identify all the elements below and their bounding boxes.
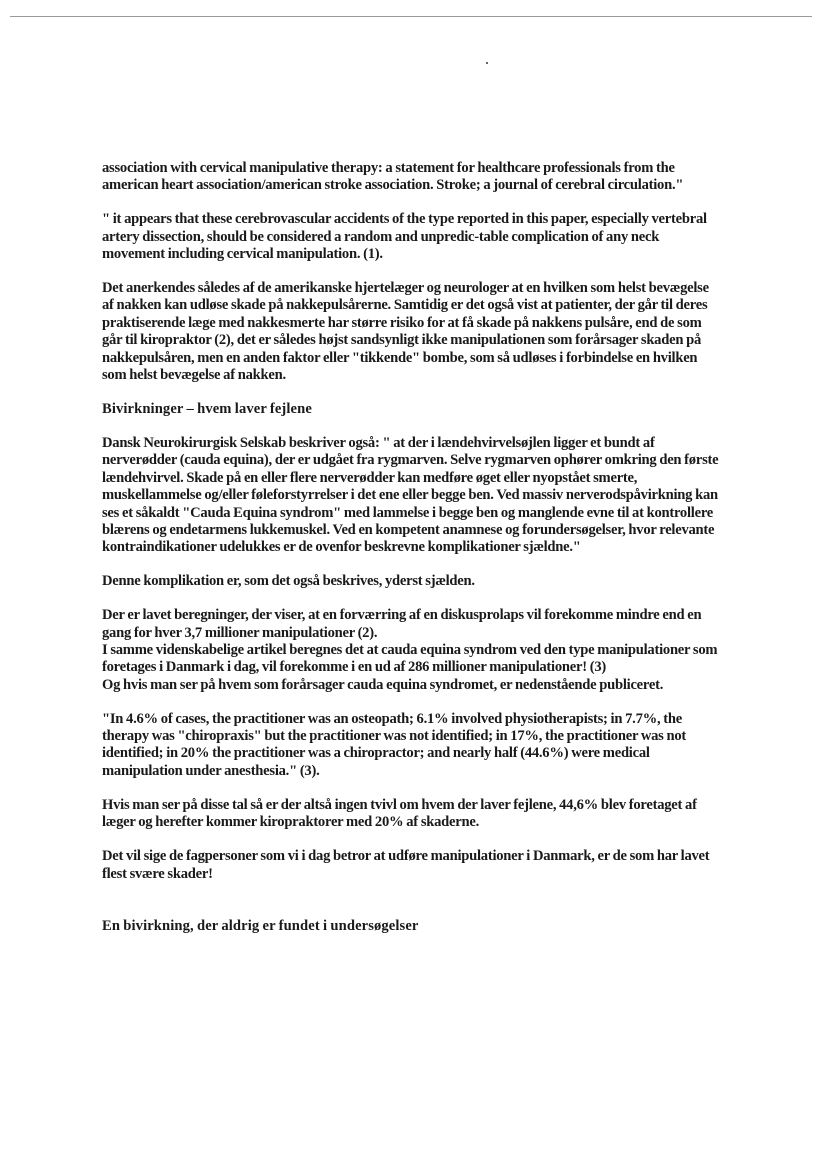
paragraph-statistics-quote: "In 4.6% of cases, the practitioner was an osteopath; 6.1% involved physiotherapists; in 7.7%, the therapy was "chiropraxis" but the practitioner was not identified; in 17%, the practitioner was not identified; in 20% the practitioner was a chiropractor; and nearly half (44.6%) were medical manipulation under anesthesia." (3). <box>102 710 687 779</box>
section-heading-bivirkning-aldrig: En bivirkning, der aldrig er fundet i undersøgelser <box>102 917 419 934</box>
paragraph-cauda-equina-rate: I samme videnskabelige artikel beregnes det at cauda equina syndrom ved den type manipulationer som foretages i Danmark i dag, vil forekomme i en ud af 286 millioner manipulationer! (3) <box>102 641 718 676</box>
section-heading-bivirkninger: Bivirkninger – hvem laver fejlene <box>102 400 312 417</box>
paragraph-citation-continuation: association with cervical manipulative therapy: a statement for healthcare professionals from the american heart association/american stroke association. Stroke; a journal of cerebral circulation." <box>102 160 684 194</box>
paragraph-beregninger: Der er lavet beregninger, der viser, at en forværring af en diskusprolaps vil forekomme mindre end en gang for hver 3,7 millioner manipulationer (2). <box>102 607 702 641</box>
paragraph-neurokirurgisk-quote: Dansk Neurokirurgisk Selskab beskriver også: " at der i lændehvirvelsøjlen ligger et bundt af nerverødder (cauda equina), der er udgået fra rygmarven. Selve rygmarven ophører omkring den første lændehvirvel. Skade på en eller flere nerverødder kan medføre øget eller nyopstået smerte, muskellammelse og/eller føleforstyrrelser i det ene eller begge ben. Ved massiv nerverodspåvirkning kan ses et såkaldt "Cauda Equina syndrom" med lammelse i begge ben og manglende evne til at kontrollere blærens og endetarmens lukkemuskel. Ved en kompetent anamnese og forundersøgelser, hvor relevante kontraindikationer udelukkes er de ovenfor beskrevne komplikationer sjældne." <box>102 434 719 556</box>
document-page <box>102 160 722 952</box>
scan-edge-line <box>10 16 812 17</box>
paragraph-danish-summary: Det anerkendes således af de amerikanske hjertelæger og neurologer at en hvilken som helst bevægelse af nakken kan udløse skade på nakkepulsårerne. Samtidig er det også vist at patienter, der går til deres praktiserende læge med nakkesmerte har større risiko for at få skade på nakkens pulsåre, end de som går til kiropraktor (2), det er således højst sandsynligt ikke manipulationen som forårsager skaden på nakkepulsåren, men en anden faktor eller "tikkende" bombe, som så udløses i forbindelse en hvilken som helst bevægelse af nakken. <box>102 280 709 384</box>
paragraph-komplikation: Denne komplikation er, som det også beskrives, yderst sjælden. <box>102 573 475 590</box>
paragraph-publiceret: Og hvis man ser på hvem som forårsager cauda equina syndromet, er nedenstående publiceret. <box>102 676 664 693</box>
scan-speck <box>486 62 488 64</box>
paragraph-fejlene: Hvis man ser på disse tal så er der altså ingen tvivl om hvem der laver fejlene, 44,6% blev foretaget af læger og herefter kommer kiropraktorer med 20% af skaderne. <box>102 796 697 831</box>
paragraph-quote-english: " it appears that these cerebrovascular accidents of the type reported in this paper, especially vertebral artery dissection, should be considered a random and unpredic-table complication of any neck movement including cervical manipulation. (1). <box>102 211 707 263</box>
paragraph-fagpersoner: Det vil sige de fagpersoner som vi i dag betror at udføre manipulationer i Danmark, er de som har lavet flest svære skader! <box>102 848 710 882</box>
